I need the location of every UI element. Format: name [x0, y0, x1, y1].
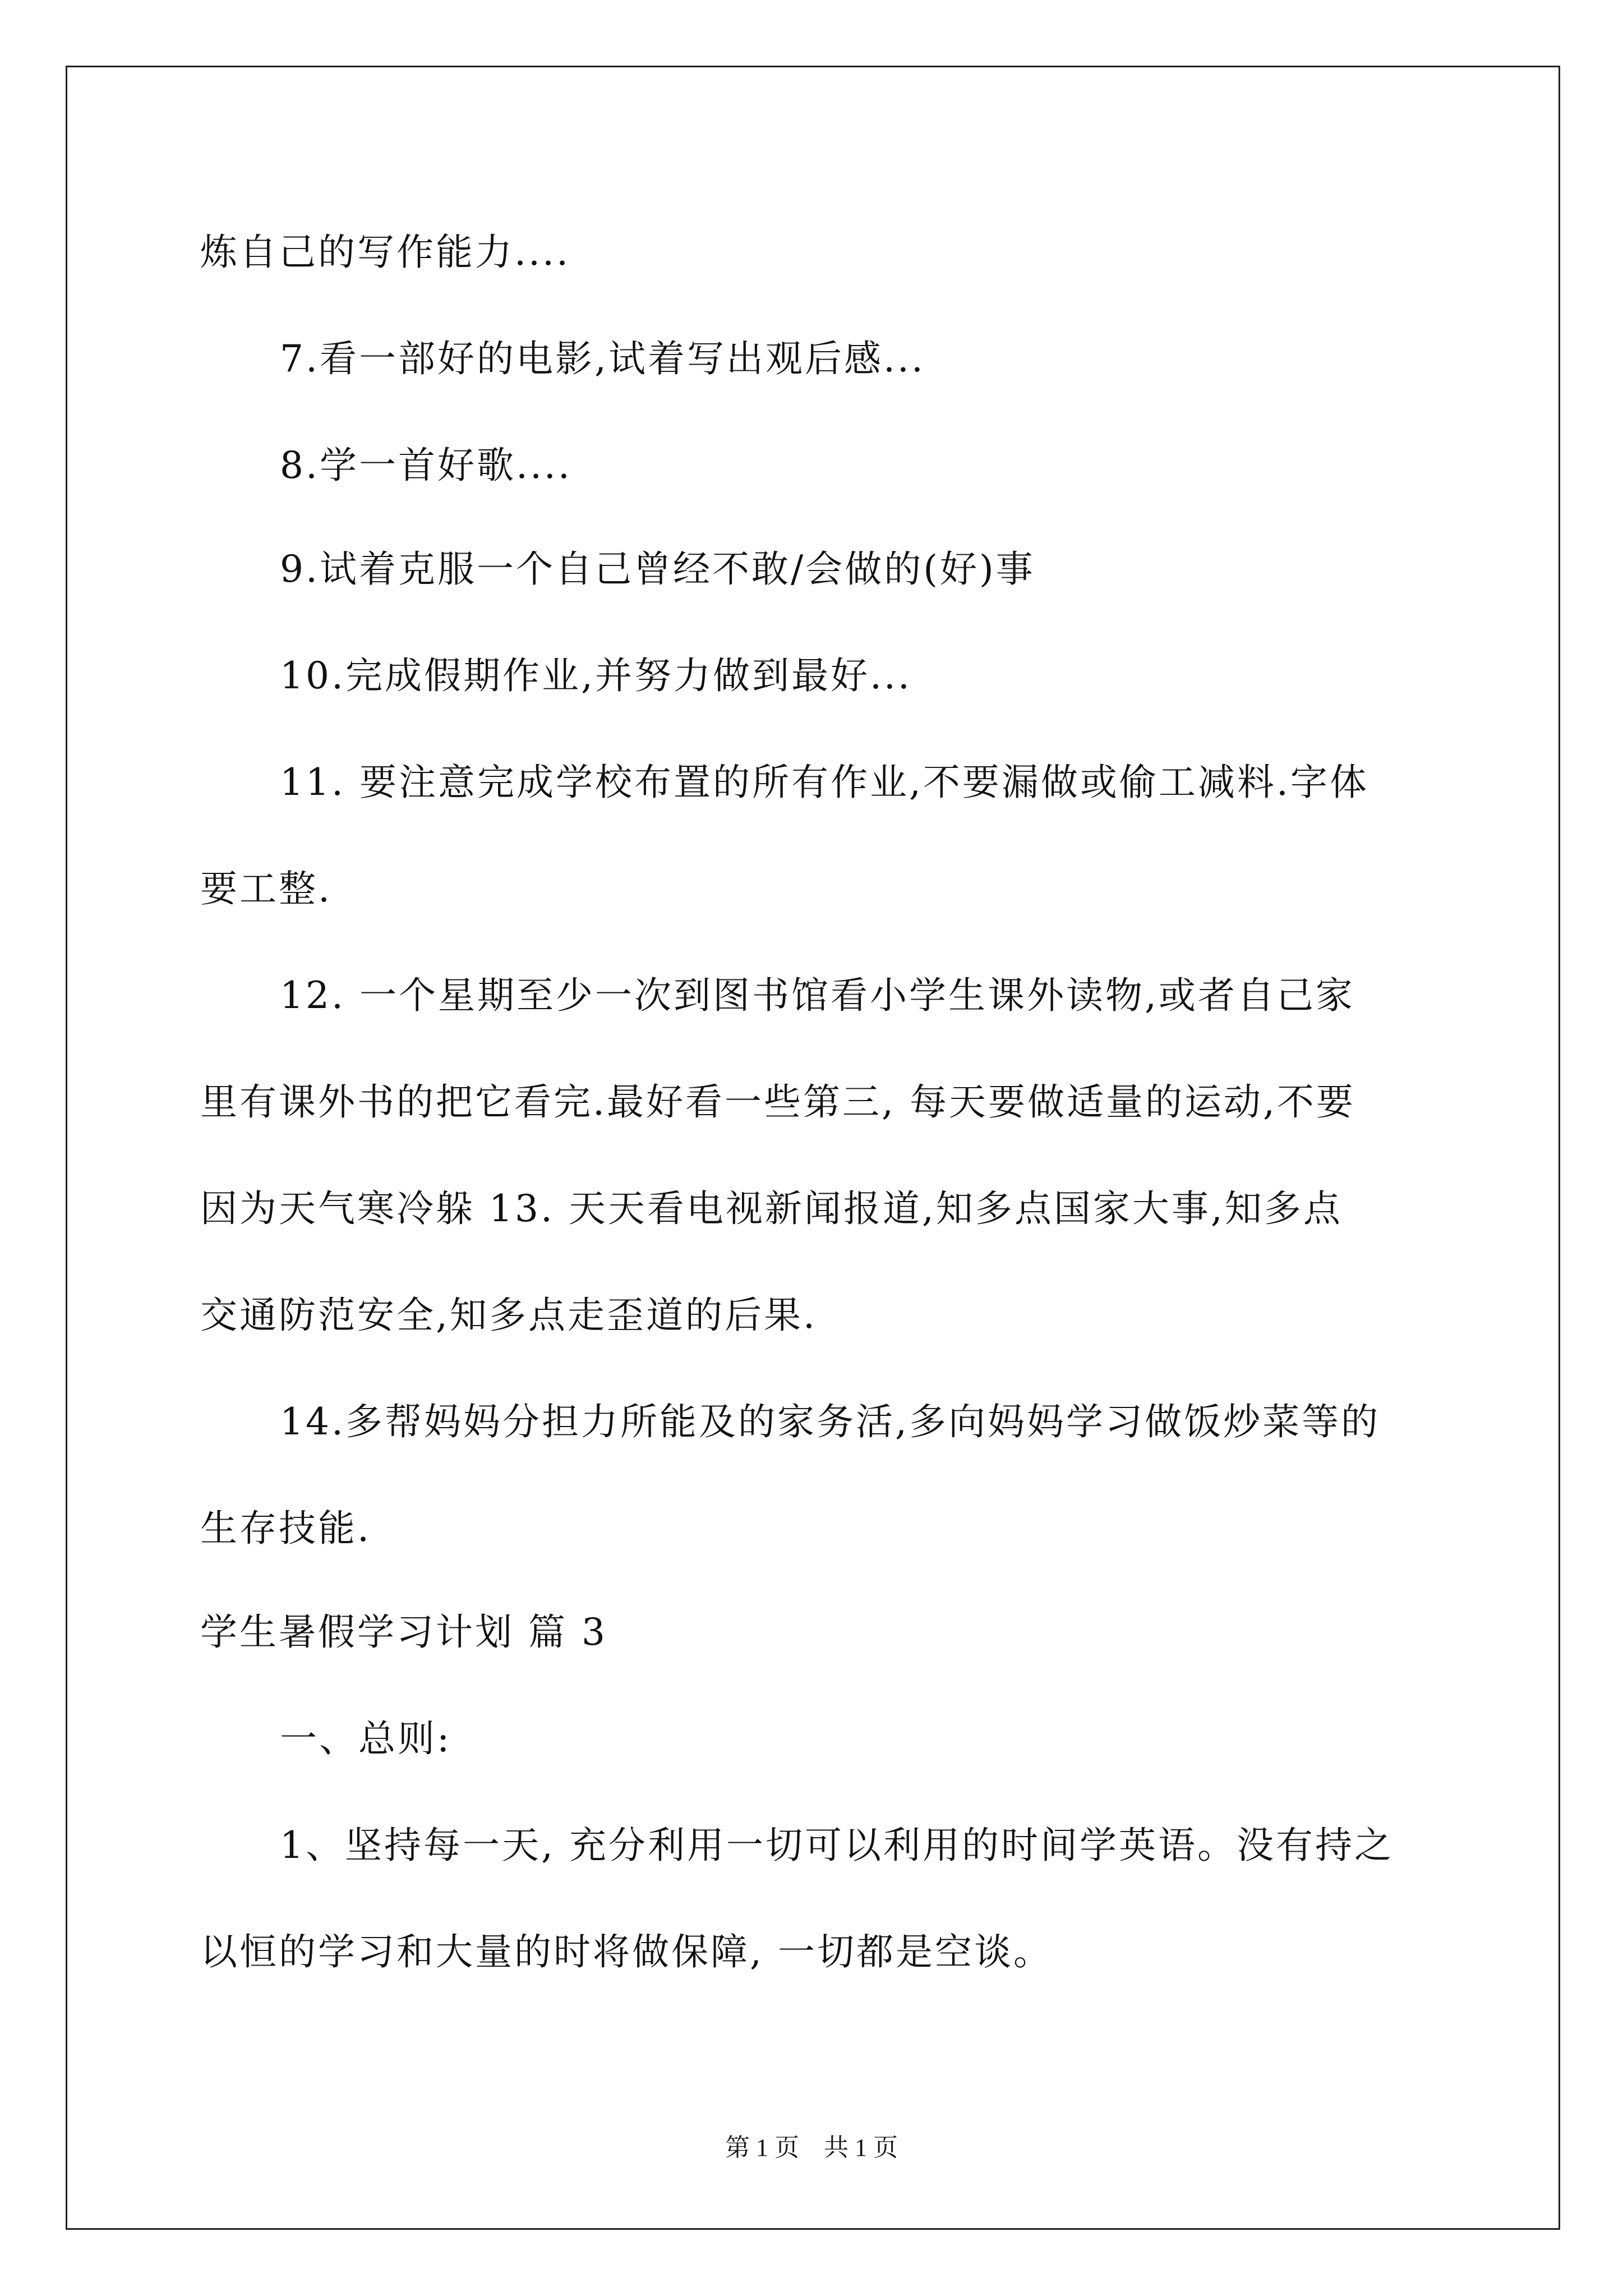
- page-border: [66, 66, 1560, 2230]
- list-item-9: 9.试着克服一个自己曾经不敢/会做的(好)事: [280, 547, 1035, 591]
- list-item-8: 8.学一首好歌....: [280, 444, 572, 487]
- text-line: 以恒的学习和大量的时将做保障, 一切都是空谈。: [200, 1930, 1053, 1973]
- list-item-12: 12. 一个星期至少一次到图书馆看小学生课外读物,或者自己家: [280, 974, 1355, 1017]
- list-item-11: 11. 要注意完成学校布置的所有作业,不要漏做或偷工减料.字体: [280, 761, 1369, 804]
- list-item-1: 1、坚持每一天, 充分利用一切可以利用的时间学英语。没有持之: [280, 1824, 1394, 1867]
- text-line: 交通防范安全,知多点走歪道的后果.: [200, 1294, 817, 1337]
- subsection-heading: 一、总则:: [280, 1717, 452, 1760]
- text-line: 因为天气寒冷躲 13. 天天看电视新闻报道,知多点国家大事,知多点: [200, 1187, 1343, 1230]
- list-item-14: 14.多帮妈妈分担力所能及的家务活,多向妈妈学习做饭炒菜等的: [280, 1400, 1380, 1443]
- list-item-10: 10.完成假期作业,并努力做到最好...: [280, 654, 912, 697]
- text-line: 要工整.: [200, 867, 332, 910]
- list-item-7: 7.看一部好的电影,试着写出观后感...: [280, 337, 925, 380]
- section-heading: 学生暑假学习计划 篇 3: [200, 1611, 607, 1654]
- text-line: 生存技能.: [200, 1507, 371, 1550]
- page-number: 第 1 页 共 1 页: [725, 2134, 898, 2161]
- text-line: 炼自己的写作能力....: [200, 231, 570, 274]
- text-line: 里有课外书的把它看完.最好看一些第三, 每天要做适量的运动,不要: [200, 1080, 1355, 1124]
